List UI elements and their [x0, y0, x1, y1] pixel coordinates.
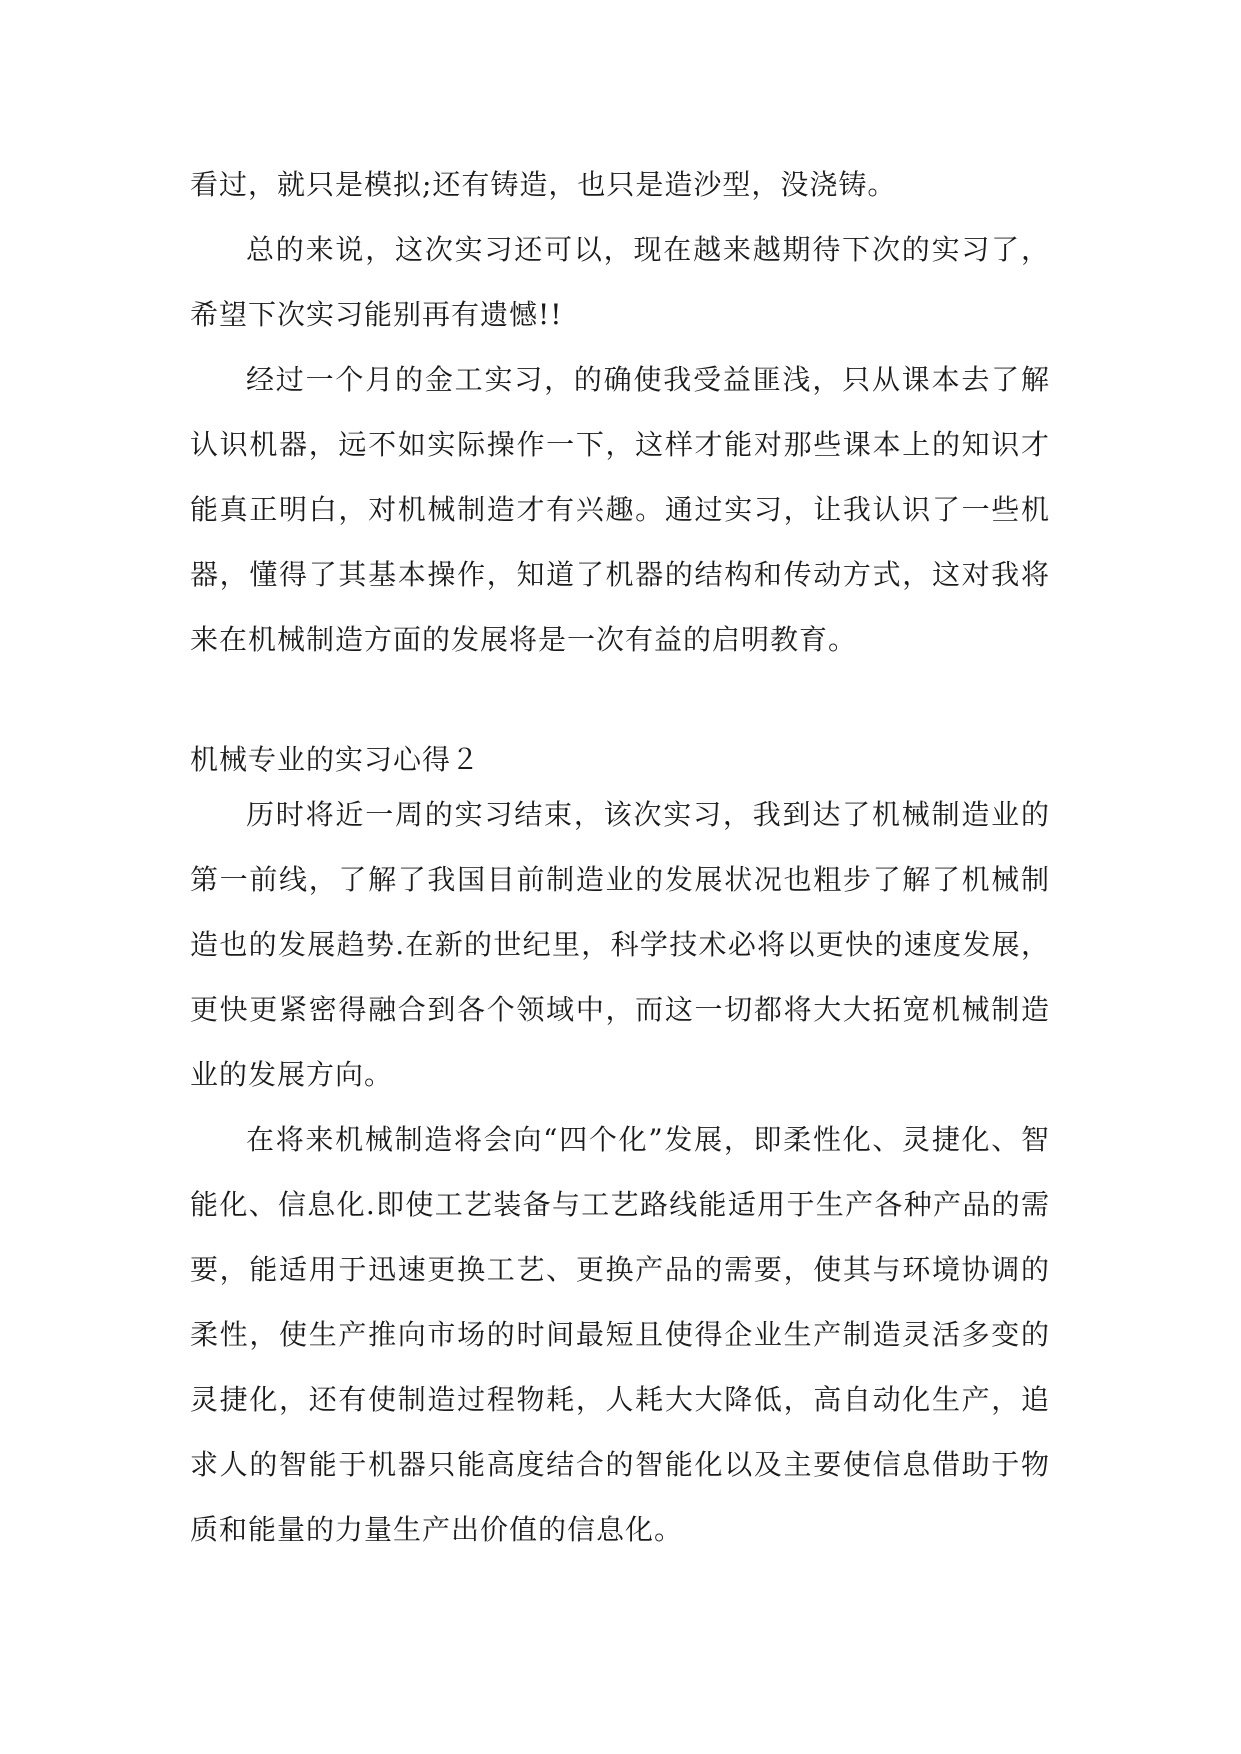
section-heading: 机械专业的实习心得２	[190, 743, 481, 776]
paragraph-internship-reflection: 经过一个月的金工实习，的确使我受益匪浅，只从课本去了解认识机器，远不如实际操作一下，这样才能对那些课本上的知识才能真正明白，对机械制造才有兴趣。通过实习，让我认识了一些机器，懂得了其基本操作，知道了机器的结构和传动方式，这对我将来在机械制造方面的发展将是一次有益的启明教育。	[190, 363, 1050, 656]
section-1-body	[190, 152, 1050, 672]
paragraph-summary: 总的来说，这次实习还可以，现在越来越期待下次的实习了，希望下次实习能别再有遗憾!!	[190, 233, 1050, 331]
paragraph-four-modernizations: 在将来机械制造将会向“四个化”发展，即柔性化、灵捷化、智能化、信息化.即使工艺装备与工艺路线能适用于生产各种产品的需要，能适用于迅速更换工艺、更换产品的需要，使其与环境协调的柔性，使生产推向市场的时间最短且使得企业生产制造灵活多变的灵捷化，还有使制造过程物耗，人耗大大降低，高自动化生产，追求人的智能于机器只能高度结合的智能化以及主要使信息借助于物质和能量的力量生产出价值的信息化。	[190, 1123, 1050, 1546]
paragraph-manufacturing-trend: 历时将近一周的实习结束，该次实习，我到达了机械制造业的第一前线，了解了我国目前制造业的发展状况也粗步了解了机械制造也的发展趋势.在新的世纪里，科学技术必将以更快的速度发展，更快更紧密得融合到各个领域中，而这一切都将大大拓宽机械制造业的发展方向。	[190, 798, 1050, 1091]
paragraph-continuation: 看过，就只是模拟;还有铸造，也只是造沙型，没浇铸。	[190, 168, 897, 201]
section-2-body	[190, 782, 1050, 1562]
